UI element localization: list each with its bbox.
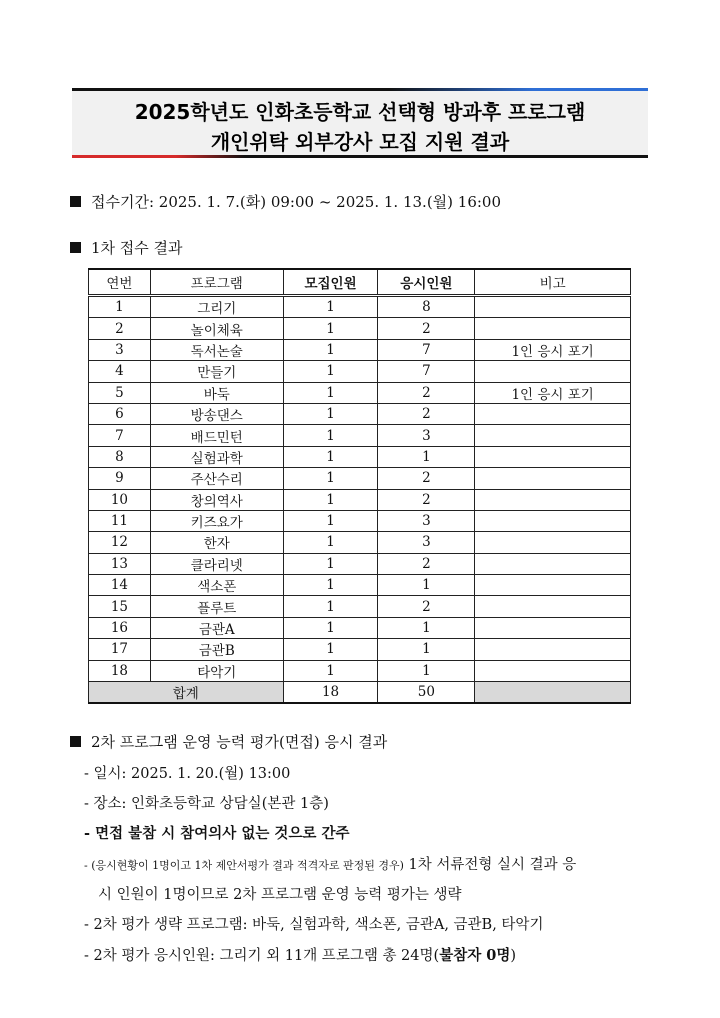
cell-recruit: 1 [283,553,378,574]
cell-applied: 7 [378,339,475,360]
cell-no: 17 [89,639,151,660]
cell-applied: 2 [378,382,475,403]
cell-note [475,403,631,424]
cell-recruit: 1 [283,318,378,339]
cell-recruit: 1 [283,596,378,617]
cell-recruit: 1 [283,361,378,382]
table-row [89,339,631,360]
cell-no: 16 [89,617,151,638]
cell-note [475,553,631,574]
period-text: 접수기간: 2025. 1. 7.(화) 09:00 ~ 2025. 1. 13.(월) 16:00 [91,193,502,211]
cell-applied: 2 [378,596,475,617]
cell-note [475,489,631,510]
table-row [89,553,631,574]
item-note [84,853,576,874]
table-row [89,660,631,681]
applicants-post: ) [510,948,517,964]
table-row [89,639,631,660]
table-row [89,296,631,318]
cell-no: 2 [89,318,151,339]
item-absent: - 면접 불참 시 참여의사 없는 것으로 간주 [84,825,350,842]
cell-applied: 1 [378,446,475,467]
cell-recruit: 1 [283,575,378,596]
cell-no: 3 [89,339,151,360]
table-row [89,596,631,617]
cell-recruit: 1 [283,403,378,424]
square-bullet-icon [70,242,81,253]
cell-recruit: 1 [283,339,378,360]
cell-note [475,510,631,531]
cell-program: 실험과학 [150,446,283,467]
table-row [89,575,631,596]
cell-recruit: 1 [283,446,378,467]
cell-recruit: 1 [283,468,378,489]
cell-no: 12 [89,532,151,553]
total-applied: 50 [378,682,475,704]
cell-program: 플루트 [150,596,283,617]
item-place: - 장소: 인화초등학교 상담실(본관 1층) [84,796,329,812]
cell-no: 10 [89,489,151,510]
cell-no: 1 [89,296,151,318]
cell-note [475,425,631,446]
cell-recruit: 1 [283,617,378,638]
result-table [88,268,631,704]
cell-program: 그리기 [150,296,283,318]
cell-applied: 1 [378,575,475,596]
cell-program: 배드민턴 [150,425,283,446]
cell-program: 금관B [150,639,283,660]
cell-note [475,361,631,382]
table-row [89,425,631,446]
cell-no: 6 [89,403,151,424]
cell-no: 9 [89,468,151,489]
cell-applied: 1 [378,617,475,638]
cell-recruit: 1 [283,532,378,553]
header-note: 비고 [475,269,631,296]
item-skipped: - 2차 평가 생략 프로그램: 바둑, 실험과학, 색소폰, 금관A, 금관B, 타악기 [84,917,544,933]
total-label: 합계 [89,682,284,704]
cell-no: 18 [89,660,151,681]
table-row [89,617,631,638]
cell-program: 창의역사 [150,489,283,510]
cell-applied: 2 [378,318,475,339]
table-row [89,446,631,467]
cell-program: 주산수리 [150,468,283,489]
header-no: 연번 [89,269,151,296]
section2-heading [70,731,387,752]
cell-applied: 1 [378,660,475,681]
cell-no: 13 [89,553,151,574]
item-date: - 일시: 2025. 1. 20.(월) 13:00 [84,766,291,782]
cell-program: 색소폰 [150,575,283,596]
header-recruit: 모집인원 [283,269,378,296]
cell-applied: 2 [378,468,475,489]
cell-program: 클라리넷 [150,553,283,574]
title-box [72,88,648,158]
cell-applied: 8 [378,296,475,318]
square-bullet-icon [70,196,81,207]
item-note-main: 1차 서류전형 실시 결과 응 [403,857,577,873]
table-row [89,403,631,424]
cell-applied: 2 [378,489,475,510]
cell-applied: 2 [378,553,475,574]
cell-recruit: 1 [283,660,378,681]
cell-program: 바둑 [150,382,283,403]
title-top-bar [72,88,648,91]
square-bullet-icon [70,736,81,747]
title-bottom-bar [72,155,648,158]
section1-heading [70,237,183,258]
cell-note [475,446,631,467]
cell-note [475,575,631,596]
section2-title: 2차 프로그램 운영 능력 평가(면접) 응시 결과 [91,733,388,751]
table-row [89,382,631,403]
item-note-small: - (응시현황이 1명이고 1차 제안서평가 결과 적격자로 판정된 경우) [84,859,404,872]
table-row [89,318,631,339]
cell-note [475,639,631,660]
cell-program: 한자 [150,532,283,553]
cell-program: 금관A [150,617,283,638]
cell-no: 15 [89,596,151,617]
applicants-absent: 불참자 0명 [439,947,511,964]
table-row [89,510,631,531]
cell-no: 8 [89,446,151,467]
table-row [89,532,631,553]
total-note [475,682,631,704]
cell-program: 놀이체육 [150,318,283,339]
cell-program: 키즈요가 [150,510,283,531]
cell-no: 5 [89,382,151,403]
cell-no: 14 [89,575,151,596]
table-header-row [89,269,631,296]
cell-recruit: 1 [283,296,378,318]
cell-note [475,660,631,681]
cell-note [475,468,631,489]
section1-title: 1차 접수 결과 [91,239,183,257]
cell-applied: 3 [378,532,475,553]
table-total-row [89,682,631,704]
cell-recruit: 1 [283,489,378,510]
title-line-1: 2025학년도 인화초등학교 선택형 방과후 프로그램 [134,100,586,124]
table-row [89,468,631,489]
cell-applied: 2 [378,403,475,424]
cell-program: 방송댄스 [150,403,283,424]
cell-note [475,296,631,318]
period-line [70,191,501,212]
cell-applied: 7 [378,361,475,382]
cell-note: 1인 응시 포기 [475,382,631,403]
cell-no: 7 [89,425,151,446]
cell-note [475,318,631,339]
cell-applied: 3 [378,510,475,531]
cell-recruit: 1 [283,425,378,446]
cell-program: 타악기 [150,660,283,681]
table-row [89,361,631,382]
cell-no: 4 [89,361,151,382]
title-line-2: 개인위탁 외부강사 모집 지원 결과 [210,130,510,154]
total-recruit: 18 [283,682,378,704]
item-note-cont: 시 인원이 1명이므로 2차 프로그램 운영 능력 평가는 생략 [98,887,462,903]
header-applied: 응시인원 [378,269,475,296]
cell-recruit: 1 [283,510,378,531]
cell-program: 만들기 [150,361,283,382]
cell-recruit: 1 [283,639,378,660]
cell-note: 1인 응시 포기 [475,339,631,360]
table-body [89,296,631,704]
table-row [89,489,631,510]
item-applicants [84,944,516,965]
cell-applied: 3 [378,425,475,446]
header-program: 프로그램 [150,269,283,296]
cell-program: 독서논술 [150,339,283,360]
cell-note [475,596,631,617]
cell-note [475,617,631,638]
cell-note [475,532,631,553]
applicants-pre: - 2차 평가 응시인원: 그리기 외 11개 프로그램 총 24명( [84,948,440,964]
cell-recruit: 1 [283,382,378,403]
cell-applied: 1 [378,639,475,660]
cell-no: 11 [89,510,151,531]
